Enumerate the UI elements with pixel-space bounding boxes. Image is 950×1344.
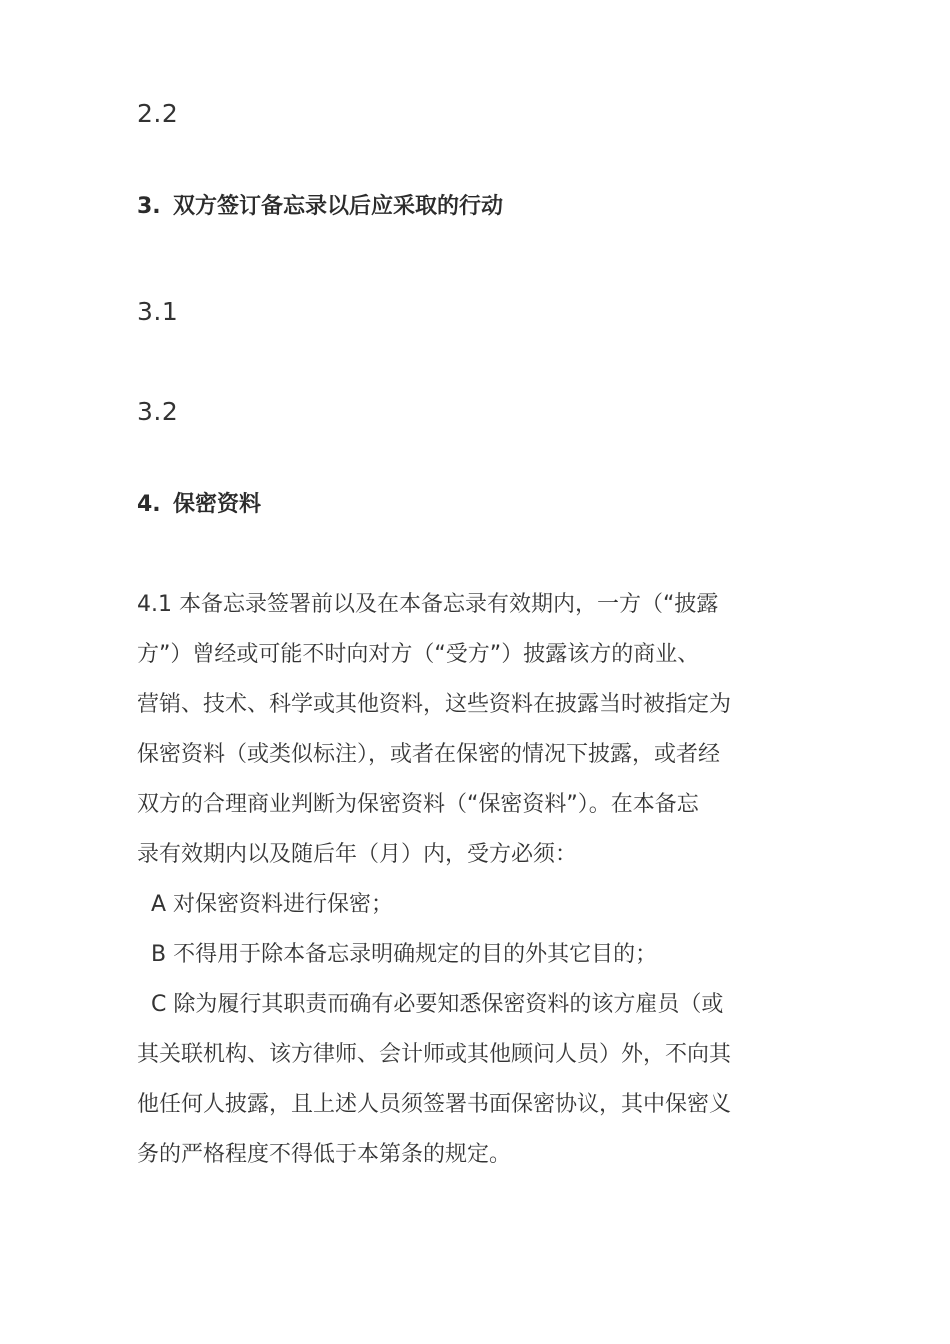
clause-line: 双方的合理商业判断为保密资料（“保密资料”）。在本备忘 bbox=[137, 792, 699, 817]
clause-line: 务的严格程度不得低于本第条的规定。 bbox=[137, 1142, 512, 1167]
section-4-number: 4. bbox=[137, 492, 161, 517]
clause-4-1-paragraph bbox=[137, 580, 802, 1180]
section-number-2-2: 2.2 bbox=[137, 99, 179, 128]
section-number-3-2: 3.2 bbox=[137, 397, 179, 426]
section-4-heading bbox=[137, 490, 261, 520]
clause-line: 方”）曾经或可能不时向对方（“受方”）披露该方的商业、 bbox=[137, 642, 700, 667]
clause-item-c: C 除为履行其职责而确有必要知悉保密资料的该方雇员（或 bbox=[151, 992, 724, 1017]
section-4-title: 保密资料 bbox=[173, 492, 262, 517]
section-3-title: 双方签订备忘录以后应采取的行动 bbox=[173, 194, 504, 219]
clause-line: 4.1 本备忘录签署前以及在本备忘录有效期内，一方（“披露 bbox=[137, 592, 719, 617]
clause-line: 其关联机构、该方律师、会计师或其他顾问人员）外，不向其 bbox=[137, 1042, 732, 1067]
section-3-heading bbox=[137, 192, 503, 222]
section-3-number: 3. bbox=[137, 194, 161, 219]
clause-item-a: A 对保密资料进行保密； bbox=[151, 892, 394, 917]
clause-line: 他任何人披露，且上述人员须签署书面保密协议，其中保密义 bbox=[137, 1092, 732, 1117]
clause-line: 营销、技术、科学或其他资料，这些资料在披露当时被指定为 bbox=[137, 692, 732, 717]
section-number-3-1: 3.1 bbox=[137, 297, 179, 326]
clause-item-b: B 不得用于除本备忘录明确规定的目的外其它目的； bbox=[151, 942, 658, 967]
clause-line: 保密资料（或类似标注），或者在保密的情况下披露，或者经 bbox=[137, 742, 721, 767]
clause-line: 录有效期内以及随后年（月）内，受方必须： bbox=[137, 842, 578, 867]
